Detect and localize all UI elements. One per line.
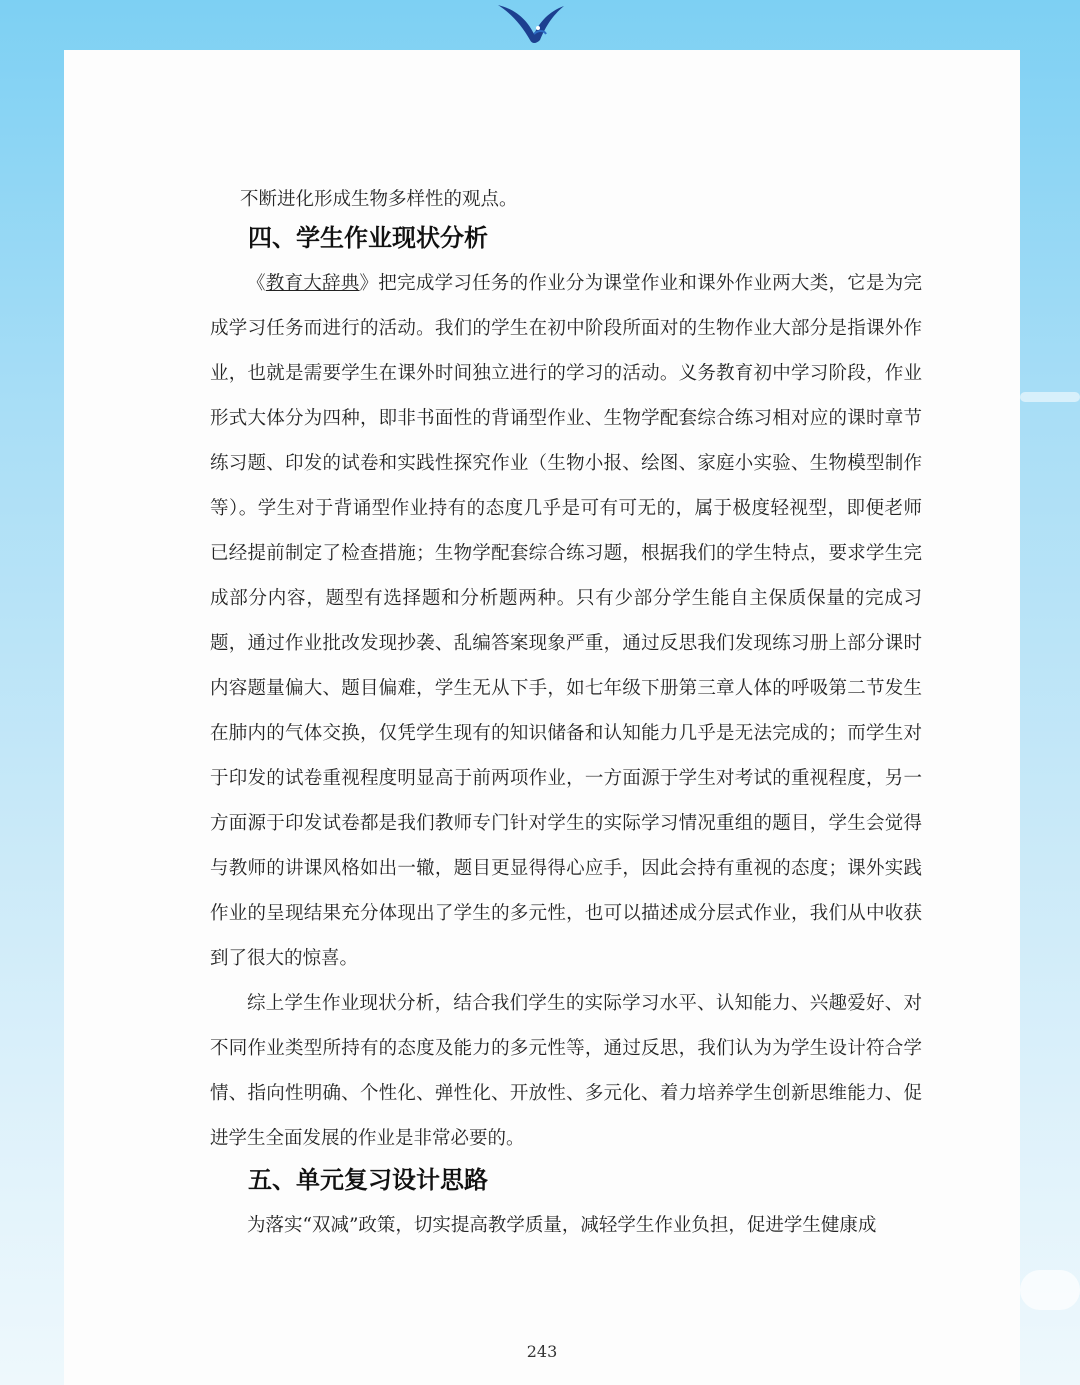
- section4-body: [210, 261, 922, 1161]
- book-title: 教育大辞典: [265, 273, 360, 294]
- swallow-icon: [488, 0, 568, 50]
- cloud-decoration: [1020, 392, 1080, 402]
- section-heading-4: 四、学生作业现状分析: [248, 224, 488, 252]
- page-number: 243: [526, 1342, 558, 1361]
- cloud-decoration: [1020, 1270, 1080, 1310]
- document-page: [64, 50, 1020, 1385]
- section5-body: [210, 1203, 922, 1248]
- continuation-paragraph: 不断进化形成生物多样性的观点。: [240, 189, 518, 210]
- paragraph-text: 》把完成学习任务的作业分为课堂作业和课外作业两大类，它是为完成学习任务而进行的活动。我们的学生在初中阶段所面对的生物作业大部分是指课外作业，也就是需要学生在课外时间独立进行的学习的活动。义务教育初中学习阶段，作业形式大体分为四种，即非书面性的背诵型作业、生物学配套综合练习相对应的课时章节练习题、印发的试卷和实践性探究作业（生物小报、绘图、家庭小实验、生物模型制作等）。学生对于背诵型作业持有的态度几乎是可有可无的，属于极度轻视型，即便老师已经提前制定了检查措施；生物学配套综合练习题，根据我们的学生特点，要求学生完成部分内容，题型有选择题和分析题两种。只有少部分学生能自主保质保量的完成习题，通过作业批改发现抄袭、乱编答案现象严重，通过反思我们发现练习册上部分课时内容题量偏大、题目偏难，学生无从下手，如七年级下册第三章人体的呼吸第二节发生在肺内的气体交换，仅凭学生现有的知识储备和认知能力几乎是无法完成的；而学生对于印发的试卷重视程度明显高于前两项作业，一方面源于学生对考试的重视程度，另一方面源于印发试卷都是我们教师专门针对学生的实际学习情况重组的题目，学生会觉得与教师的讲课风格如出一辙，题目更显得得心应手，因此会持有重视的态度；课外实践作业的呈现结果充分体现出了学生的多元性，也可以描述成分层式作业，我们从中收获到了很大的惊喜。: [210, 273, 922, 969]
- section4-paragraph-1: [210, 261, 922, 981]
- section5-paragraph-1: 为落实“双减”政策，切实提高教学质量，减轻学生作业负担，促进学生健康成: [247, 1215, 877, 1236]
- book-open-quote: 《: [247, 273, 266, 294]
- section4-paragraph-2: 综上学生作业现状分析，结合我们学生的实际学习水平、认知能力、兴趣爱好、对不同作业类型所持有的态度及能力的多元性等，通过反思，我们认为为学生设计符合学情、指向性明确、个性化、弹性化、开放性、多元化、着力培养学生创新思维能力、促进学生全面发展的作业是非常必要的。: [210, 993, 922, 1149]
- section-heading-5: 五、单元复习设计思路: [248, 1166, 488, 1194]
